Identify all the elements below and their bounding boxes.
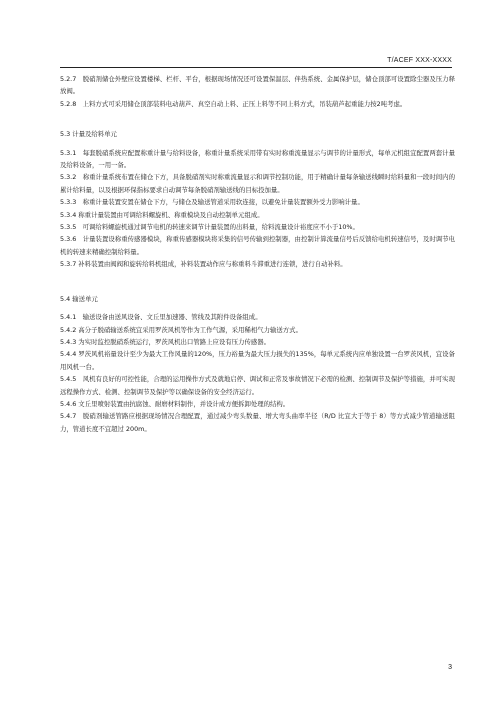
clause-5-3-7: 5.3.7 补料装置由阀阀和旋转给料机组成，补料装置动作应与称重料斗滞重进行连锁，进行自动补料。 bbox=[60, 260, 347, 269]
clause-5-4-3: 5.4.3 为实时监控脱硝系统运行，罗茨风机出口管路上应设有压力传感器。 bbox=[60, 337, 271, 346]
clause-5-4-2: 5.4.2 高分子脱硝输送系统宜采用罗茨风机等作为工作气源，采用稀相气力输送方式。 bbox=[60, 325, 302, 334]
clause-5-3-5: 5.3.5 可调给料螺旋机通过调节电机的转速来调节计量装置的出料量，给料流量设计裕度应不小于10%。 bbox=[60, 223, 359, 232]
clause-5-3-4: 5.3.4 称重计量装置由可调给料螺旋机、称重模块及自动控制单元组成。 bbox=[60, 210, 264, 219]
document-body bbox=[60, 73, 455, 435]
header-divider bbox=[60, 67, 452, 68]
clause-5-3-6: 5.3.6 计量装置设称重传感器模块，称重传感器模块将采集的信号传输到控制器，由控制计算流量信号后反馈给电机转速信号，及时调节电机的转速来精确控制给料量。 bbox=[60, 235, 455, 256]
clause-5-3-1: 5.3.1 每套脱硝系统应配置称重计量与给料设备，称重计量系统采用带有实时称重流量显示与调节的计量形式，每单元机组宜配置两套计量及给料设备，一用一备。 bbox=[60, 148, 455, 170]
clause-5-4-4: 5.4.4 罗茨风机裕量设计至少为最大工作风量的120%，压力裕量为最大压力损失的135%，每单元系统内应单独设置一台罗茨风机，宜设备用风机一台。 bbox=[60, 350, 455, 371]
clause-5-3-2: 5.3.2 称重计量系统布置在储仓下方，具备脱硝剂实时称重流量显示和调节控制功能，用于精确计量每条输送线瞬时给料量和一段时间内的累计给料量，以及根据环保指标要求自动调节每条脱硝剂输送线的目标投加量。 bbox=[60, 173, 455, 194]
clause-5-4-1: 5.4.1 输送设备由送风设备、文丘里加速器、管线及其附件设备组成。 bbox=[60, 313, 262, 322]
page-number: 3 bbox=[448, 664, 452, 671]
clause-5-2-8: 5.2.8 上料方式可采用储仓顶部装料电动葫芦、真空自动上料、正压上料等不同上料方式，吊装葫芦起重能力按2吨考虑。 bbox=[60, 99, 407, 108]
clause-5-4-6: 5.4.6 文丘里喷射装置由抗腐蚀、耐磨材料制作，并设计成方便拆卸处理的结构。 bbox=[60, 399, 290, 408]
clause-5-4-7: 5.4.7 脱硝剂输送管路应根据现场情况合理配置，通过减少弯头数量、增大弯头曲率半径（R/D 比宜大于等于 8）等方式减少管道输送阻力，管道长度不宜超过 200m。 bbox=[60, 412, 455, 433]
clause-5-4-5: 5.4.5 风机有良好的可控性能，合理的运用操作方式及就地启停、调试和正常及事故情况下必需的检测、控制调节及保护等措施，并可实现远程操作方式、检测、控制调节及保护等以确保设备的安全经济运行。 bbox=[60, 375, 455, 396]
section-heading-5-4: 5.4 输送单元 bbox=[60, 294, 98, 303]
section-heading-5-3: 5.3 计量及给料单元 bbox=[60, 130, 117, 139]
document-id: T/ACEF XXX-XXXX bbox=[387, 57, 452, 64]
clause-5-2-7: 5.2.7 脱硝剂储仓外壁应设置楼梯、栏杆、平台，根据现场情况还可设置保温层、伴热系统、金属保护层，储仓顶部可设置除尘器及压力释放阀。 bbox=[60, 75, 455, 96]
clause-5-3-3: 5.3.3 称重计量装置安置在储仓下方，与储仓及输送管道采用软连接，以避免计量装置额外受力影响计量。 bbox=[60, 198, 364, 207]
